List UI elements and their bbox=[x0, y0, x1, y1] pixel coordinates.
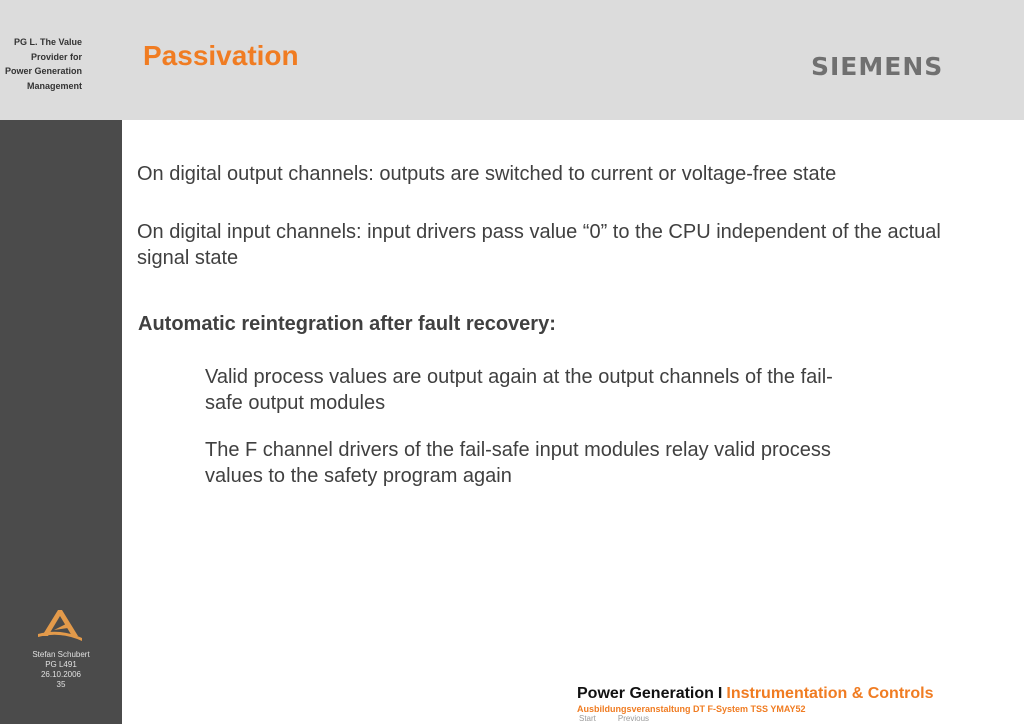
department-code: PG L491 bbox=[45, 660, 77, 669]
author-name: Stefan Schubert bbox=[32, 650, 90, 659]
paragraph-input-drivers: The F channel drivers of the fail-safe input modules relay valid process values to the safety program again bbox=[205, 439, 831, 487]
presentation-date: 26.10.2006 bbox=[40, 670, 82, 679]
nav-previous-link[interactable]: Previous bbox=[617, 714, 650, 723]
org-line: PG L. The Value bbox=[13, 37, 82, 47]
org-line: Provider for bbox=[30, 51, 82, 62]
footer-unit: Instrumentation & Controls bbox=[726, 685, 934, 702]
footer-separator: I bbox=[717, 685, 723, 702]
paragraph-digital-output: On digital output channels: outputs are switched to current or voltage-free state bbox=[137, 163, 837, 185]
footer-course: Ausbildungsveranstaltung DT F-System TSS YMAY52 bbox=[577, 704, 806, 714]
footer-division-line bbox=[577, 685, 933, 703]
nav-start-link[interactable]: Start bbox=[579, 714, 596, 723]
company-emblem-icon bbox=[36, 606, 84, 642]
org-line: Management bbox=[26, 80, 82, 91]
page-number: 35 bbox=[56, 680, 66, 689]
footer-navigation bbox=[579, 714, 671, 723]
siemens-logo: SIEMENS bbox=[811, 52, 944, 81]
author-info bbox=[0, 650, 122, 690]
paragraph-output-values: Valid process values are output again at the output channels of the fail-safe output modules bbox=[205, 366, 833, 414]
slide-title: Passivation bbox=[143, 40, 299, 71]
footer-division: Power Generation bbox=[577, 685, 714, 702]
subheading-reintegration: Automatic reintegration after fault recovery: bbox=[138, 313, 556, 335]
org-line: Power Generation bbox=[4, 66, 82, 76]
paragraph-digital-input: On digital input channels: input drivers pass value “0” to the CPU independent of the actual signal state bbox=[137, 221, 941, 269]
org-tagline bbox=[0, 35, 82, 93]
